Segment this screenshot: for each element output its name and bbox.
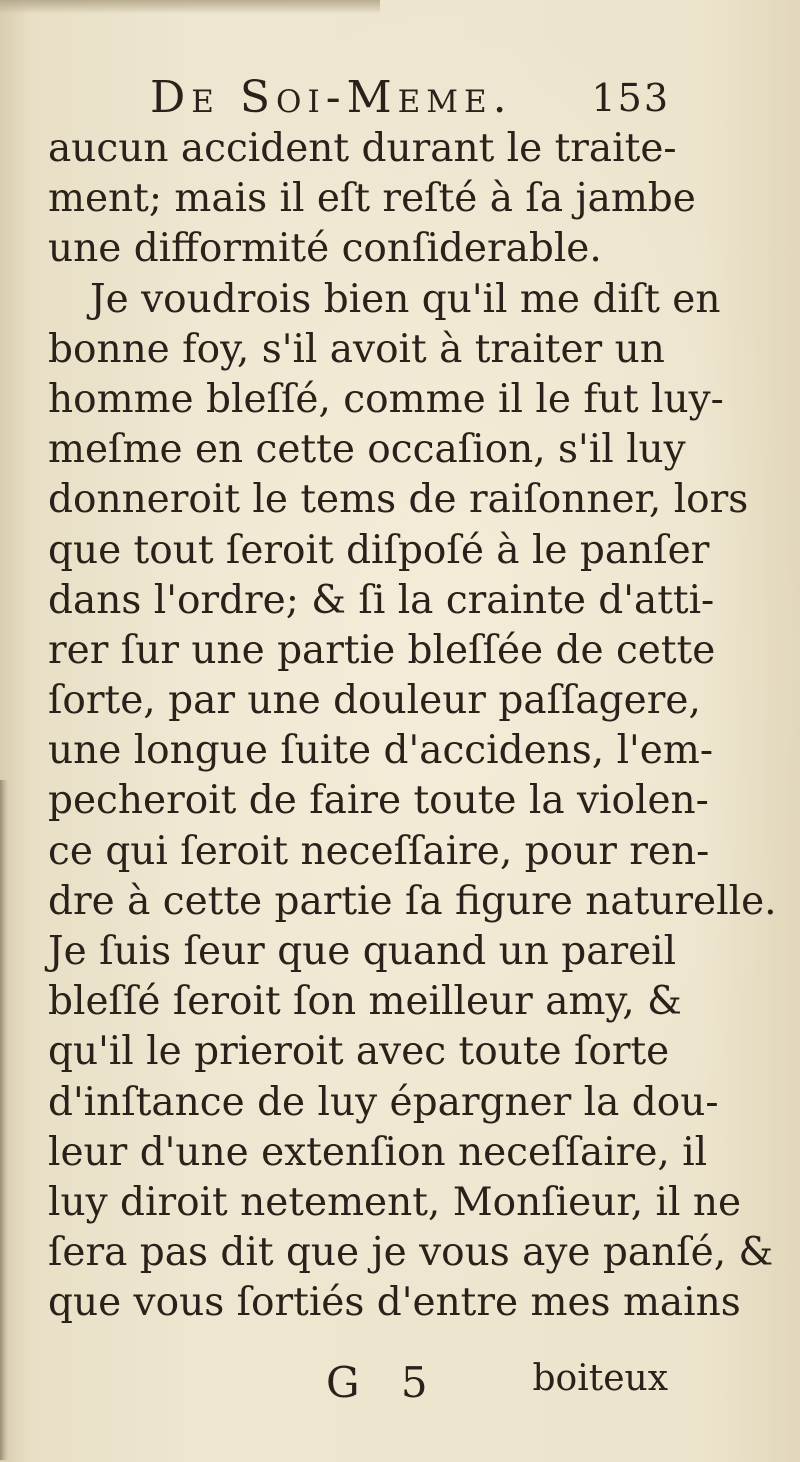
text-line: ment; mais il eſt reſté à ſa jambe <box>48 176 696 222</box>
text-line: luy diroit netement, Monſieur, il ne <box>48 1179 742 1225</box>
text-line: que tout ſeroit diſpoſé à le panſer <box>48 527 710 573</box>
text-line: homme bleſſé, comme il le fut luy- <box>48 376 724 422</box>
text-line: bonne foy, s'il avoit à traiter un <box>48 326 665 372</box>
text-line: Je voudrois bien qu'il me diſt en <box>90 276 721 322</box>
catchword: boiteux <box>532 1358 668 1399</box>
page-header <box>150 72 670 122</box>
text-line: une difformité conſiderable. <box>48 226 602 272</box>
text-line: qu'il le prieroit avec toute ſorte <box>48 1029 670 1075</box>
text-line: d'inſtance de luy épargner la dou- <box>48 1079 719 1125</box>
text-line: dre à cette partie ſa figure naturelle. <box>48 878 777 924</box>
text-line: bleſſé ſeroit ſon meilleur amy, & <box>48 979 682 1025</box>
page-number: 153 <box>591 76 670 120</box>
text-line: ce qui ſeroit neceſſaire, pour ren- <box>48 828 710 874</box>
text-line: ſera pas dit que je vous aye panſé, & <box>48 1230 774 1276</box>
page-footer <box>48 1358 668 1418</box>
text-line: ſorte, par une douleur paſſagere, <box>48 678 701 724</box>
text-line: aucun accident durant le traite- <box>48 126 677 171</box>
body-text <box>48 124 777 1329</box>
text-line: donneroit le tems de raiſonner, lors <box>48 477 749 523</box>
text-line: une longue ſuite d'accidens, l'em- <box>48 728 714 774</box>
paper-stain <box>0 0 380 14</box>
text-line: Je ſuis ſeur que quand un pareil <box>48 929 677 974</box>
text-line: dans l'ordre; & ſi la crainte d'atti- <box>48 577 715 623</box>
page-gutter-edge <box>0 780 8 1460</box>
text-line: rer ſur une partie bleſſée de cette <box>48 627 716 673</box>
signature-mark: G 5 <box>326 1358 442 1407</box>
text-line: meſme en cette occaſion, s'il luy <box>48 427 686 473</box>
text-line: que vous ſortiés d'entre mes mains <box>48 1280 741 1326</box>
text-line: pecheroit de faire toute la violen- <box>48 778 709 824</box>
running-title: De Soi-Meme. <box>150 72 513 123</box>
text-line: leur d'une extenſion neceſſaire, il <box>48 1129 708 1175</box>
